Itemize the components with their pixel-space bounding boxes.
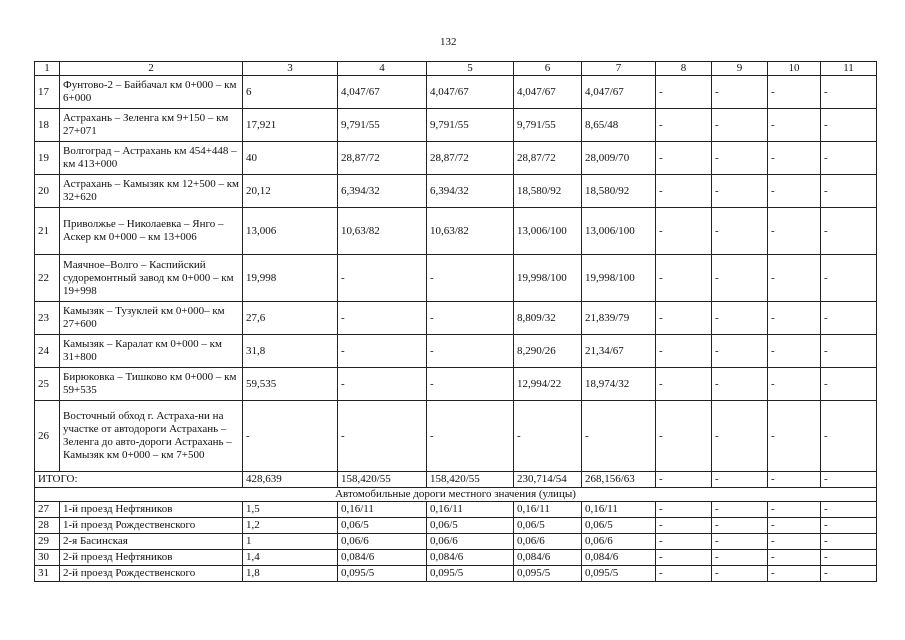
value-cell: -	[338, 401, 427, 472]
table-row	[35, 76, 877, 109]
column-number-cell: 1	[35, 62, 60, 76]
value-cell: 19,998/100	[582, 255, 656, 302]
total-value-cell: 268,156/63	[582, 472, 656, 488]
row-number-cell: 22	[35, 255, 60, 302]
value-cell: -	[821, 175, 877, 208]
value-cell: 1,2	[243, 518, 338, 534]
value-cell: -	[768, 566, 821, 582]
value-cell: -	[582, 401, 656, 472]
value-cell: 0,16/11	[427, 502, 514, 518]
column-number-cell: 2	[60, 62, 243, 76]
total-value-cell: 230,714/54	[514, 472, 582, 488]
column-number-cell: 8	[656, 62, 712, 76]
value-cell: -	[712, 142, 768, 175]
value-cell: -	[768, 255, 821, 302]
value-cell: 1,4	[243, 550, 338, 566]
value-cell: -	[656, 76, 712, 109]
column-number-cell: 10	[768, 62, 821, 76]
value-cell: -	[712, 76, 768, 109]
value-cell: -	[427, 335, 514, 368]
value-cell: -	[768, 518, 821, 534]
value-cell: -	[768, 534, 821, 550]
column-number-cell: 6	[514, 62, 582, 76]
table-row	[35, 142, 877, 175]
row-number-cell: 20	[35, 175, 60, 208]
value-cell: -	[712, 518, 768, 534]
value-cell: -	[768, 550, 821, 566]
row-number-cell: 31	[35, 566, 60, 582]
value-cell: -	[656, 566, 712, 582]
road-name-cell: Фунтово-2 – Байбачал км 0+000 – км 6+000	[60, 76, 243, 109]
row-number-cell: 21	[35, 208, 60, 255]
value-cell: -	[712, 368, 768, 401]
value-cell: -	[768, 142, 821, 175]
table-row	[35, 302, 877, 335]
value-cell: 0,095/5	[514, 566, 582, 582]
total-value-cell: 428,639	[243, 472, 338, 488]
row-number-cell: 19	[35, 142, 60, 175]
row-number-cell: 26	[35, 401, 60, 472]
value-cell: -	[656, 302, 712, 335]
value-cell: -	[427, 368, 514, 401]
value-cell: -	[656, 550, 712, 566]
road-name-cell: Астрахань – Зеленга км 9+150 – км 27+071	[60, 109, 243, 142]
page-number: 132	[440, 36, 457, 48]
value-cell: -	[427, 302, 514, 335]
section-title-cell: Автомобильные дороги местного значения (улицы)	[35, 488, 877, 502]
row-number-cell: 28	[35, 518, 60, 534]
value-cell: -	[656, 518, 712, 534]
value-cell: -	[768, 368, 821, 401]
row-number-cell: 29	[35, 534, 60, 550]
row-number-cell: 23	[35, 302, 60, 335]
table-row	[35, 208, 877, 255]
table-row	[35, 109, 877, 142]
table-row	[35, 566, 877, 582]
value-cell: 1,5	[243, 502, 338, 518]
value-cell: -	[768, 208, 821, 255]
total-value-cell: -	[821, 472, 877, 488]
column-number-cell: 4	[338, 62, 427, 76]
road-name-cell: 1-й проезд Рождественского	[60, 518, 243, 534]
value-cell: -	[712, 534, 768, 550]
total-value-cell: -	[768, 472, 821, 488]
value-cell: 18,974/32	[582, 368, 656, 401]
value-cell: -	[656, 255, 712, 302]
value-cell: -	[656, 401, 712, 472]
value-cell: 0,16/11	[514, 502, 582, 518]
value-cell: -	[768, 302, 821, 335]
value-cell: 21,839/79	[582, 302, 656, 335]
value-cell: 1,8	[243, 566, 338, 582]
value-cell: -	[821, 255, 877, 302]
value-cell: -	[712, 208, 768, 255]
road-name-cell: Камызяк – Каралат км 0+000 – км 31+800	[60, 335, 243, 368]
value-cell: -	[712, 335, 768, 368]
value-cell: -	[514, 401, 582, 472]
value-cell: 28,87/72	[427, 142, 514, 175]
row-number-cell: 27	[35, 502, 60, 518]
value-cell: 4,047/67	[514, 76, 582, 109]
section-row	[35, 488, 877, 502]
road-name-cell: Приволжье – Николаевка – Янго – Аскер км 0+000 – км 13+006	[60, 208, 243, 255]
value-cell: 19,998	[243, 255, 338, 302]
value-cell: 27,6	[243, 302, 338, 335]
value-cell: -	[821, 566, 877, 582]
value-cell: 13,006/100	[582, 208, 656, 255]
value-cell: 0,084/6	[427, 550, 514, 566]
value-cell: 0,06/6	[582, 534, 656, 550]
value-cell: -	[768, 502, 821, 518]
value-cell: -	[821, 368, 877, 401]
value-cell: -	[656, 208, 712, 255]
column-number-cell: 9	[712, 62, 768, 76]
value-cell: -	[712, 401, 768, 472]
road-name-cell: 1-й проезд Нефтяников	[60, 502, 243, 518]
roads-table	[34, 61, 877, 582]
value-cell: -	[712, 255, 768, 302]
road-name-cell: Восточный обход г. Астраха-ни на участке от автодороги Астрахань – Зеленга до авто-дороги Астрахань – Камызяк км 0+000 – км 7+500	[60, 401, 243, 472]
total-value-cell: 158,420/55	[338, 472, 427, 488]
value-cell: 0,06/6	[427, 534, 514, 550]
value-cell: 6	[243, 76, 338, 109]
value-cell: -	[243, 401, 338, 472]
value-cell: -	[338, 255, 427, 302]
value-cell: -	[821, 76, 877, 109]
value-cell: -	[712, 502, 768, 518]
value-cell: 12,994/22	[514, 368, 582, 401]
value-cell: -	[338, 302, 427, 335]
value-cell: 6,394/32	[427, 175, 514, 208]
road-name-cell: 2-й проезд Рождественского	[60, 566, 243, 582]
value-cell: -	[768, 76, 821, 109]
value-cell: 13,006	[243, 208, 338, 255]
value-cell: -	[712, 302, 768, 335]
row-number-cell: 30	[35, 550, 60, 566]
value-cell: 0,06/6	[338, 534, 427, 550]
value-cell: -	[821, 518, 877, 534]
value-cell: -	[821, 208, 877, 255]
row-number-cell: 25	[35, 368, 60, 401]
row-number-cell: 24	[35, 335, 60, 368]
value-cell: 1	[243, 534, 338, 550]
value-cell: 0,095/5	[427, 566, 514, 582]
value-cell: -	[338, 368, 427, 401]
value-cell: 28,87/72	[514, 142, 582, 175]
value-cell: 20,12	[243, 175, 338, 208]
value-cell: 0,084/6	[514, 550, 582, 566]
value-cell: 4,047/67	[338, 76, 427, 109]
value-cell: 8,65/48	[582, 109, 656, 142]
value-cell: -	[656, 109, 712, 142]
value-cell: 0,084/6	[582, 550, 656, 566]
value-cell: 0,06/5	[582, 518, 656, 534]
table-row	[35, 550, 877, 566]
value-cell: 4,047/67	[427, 76, 514, 109]
value-cell: 8,809/32	[514, 302, 582, 335]
value-cell: -	[656, 502, 712, 518]
value-cell: 0,16/11	[338, 502, 427, 518]
value-cell: -	[712, 566, 768, 582]
column-number-cell: 11	[821, 62, 877, 76]
value-cell: 0,16/11	[582, 502, 656, 518]
value-cell: 10,63/82	[427, 208, 514, 255]
total-value-cell: 158,420/55	[427, 472, 514, 488]
value-cell: 0,095/5	[338, 566, 427, 582]
value-cell: 17,921	[243, 109, 338, 142]
value-cell: 9,791/55	[427, 109, 514, 142]
total-label-cell: ИТОГО:	[35, 472, 243, 488]
value-cell: 9,791/55	[338, 109, 427, 142]
value-cell: 0,06/5	[427, 518, 514, 534]
value-cell: -	[821, 534, 877, 550]
value-cell: 0,095/5	[582, 566, 656, 582]
column-number-row	[35, 62, 877, 76]
value-cell: -	[656, 142, 712, 175]
value-cell: -	[821, 335, 877, 368]
value-cell: 6,394/32	[338, 175, 427, 208]
value-cell: -	[656, 534, 712, 550]
table-row	[35, 335, 877, 368]
value-cell: 28,87/72	[338, 142, 427, 175]
value-cell: -	[821, 302, 877, 335]
value-cell: 0,06/5	[338, 518, 427, 534]
value-cell: -	[712, 550, 768, 566]
road-name-cell: 2-я Басинская	[60, 534, 243, 550]
table-row	[35, 518, 877, 534]
column-number-cell: 5	[427, 62, 514, 76]
table-row	[35, 401, 877, 472]
value-cell: 0,084/6	[338, 550, 427, 566]
value-cell: 0,06/6	[514, 534, 582, 550]
value-cell: -	[427, 401, 514, 472]
road-name-cell: Астрахань – Камызяк км 12+500 – км 32+620	[60, 175, 243, 208]
value-cell: -	[712, 175, 768, 208]
value-cell: 10,63/82	[338, 208, 427, 255]
table-row	[35, 368, 877, 401]
table-row	[35, 534, 877, 550]
value-cell: -	[338, 335, 427, 368]
value-cell: 18,580/92	[582, 175, 656, 208]
total-row	[35, 472, 877, 488]
value-cell: -	[821, 550, 877, 566]
value-cell: -	[768, 109, 821, 142]
column-number-cell: 3	[243, 62, 338, 76]
value-cell: 0,06/5	[514, 518, 582, 534]
table-row	[35, 502, 877, 518]
value-cell: -	[656, 368, 712, 401]
value-cell: -	[712, 109, 768, 142]
value-cell: 18,580/92	[514, 175, 582, 208]
value-cell: -	[821, 502, 877, 518]
value-cell: 13,006/100	[514, 208, 582, 255]
column-number-cell: 7	[582, 62, 656, 76]
total-value-cell: -	[712, 472, 768, 488]
value-cell: 28,009/70	[582, 142, 656, 175]
value-cell: -	[656, 175, 712, 208]
value-cell: 31,8	[243, 335, 338, 368]
row-number-cell: 18	[35, 109, 60, 142]
value-cell: -	[768, 401, 821, 472]
value-cell: -	[821, 109, 877, 142]
value-cell: 19,998/100	[514, 255, 582, 302]
road-name-cell: Бирюковка – Тишково км 0+000 – км 59+535	[60, 368, 243, 401]
value-cell: 9,791/55	[514, 109, 582, 142]
table-row	[35, 175, 877, 208]
row-number-cell: 17	[35, 76, 60, 109]
total-value-cell: -	[656, 472, 712, 488]
value-cell: 21,34/67	[582, 335, 656, 368]
road-name-cell: Маячное–Волго – Каспийский судоремонтный завод км 0+000 – км 19+998	[60, 255, 243, 302]
value-cell: 40	[243, 142, 338, 175]
road-name-cell: Волгоград – Астрахань км 454+448 – км 413+000	[60, 142, 243, 175]
value-cell: -	[427, 255, 514, 302]
road-name-cell: Камызяк – Тузуклей км 0+000– км 27+600	[60, 302, 243, 335]
value-cell: -	[821, 401, 877, 472]
value-cell: 4,047/67	[582, 76, 656, 109]
value-cell: 8,290/26	[514, 335, 582, 368]
road-name-cell: 2-й проезд Нефтяников	[60, 550, 243, 566]
table-row	[35, 255, 877, 302]
value-cell: 59,535	[243, 368, 338, 401]
value-cell: -	[768, 175, 821, 208]
value-cell: -	[821, 142, 877, 175]
value-cell: -	[768, 335, 821, 368]
value-cell: -	[656, 335, 712, 368]
